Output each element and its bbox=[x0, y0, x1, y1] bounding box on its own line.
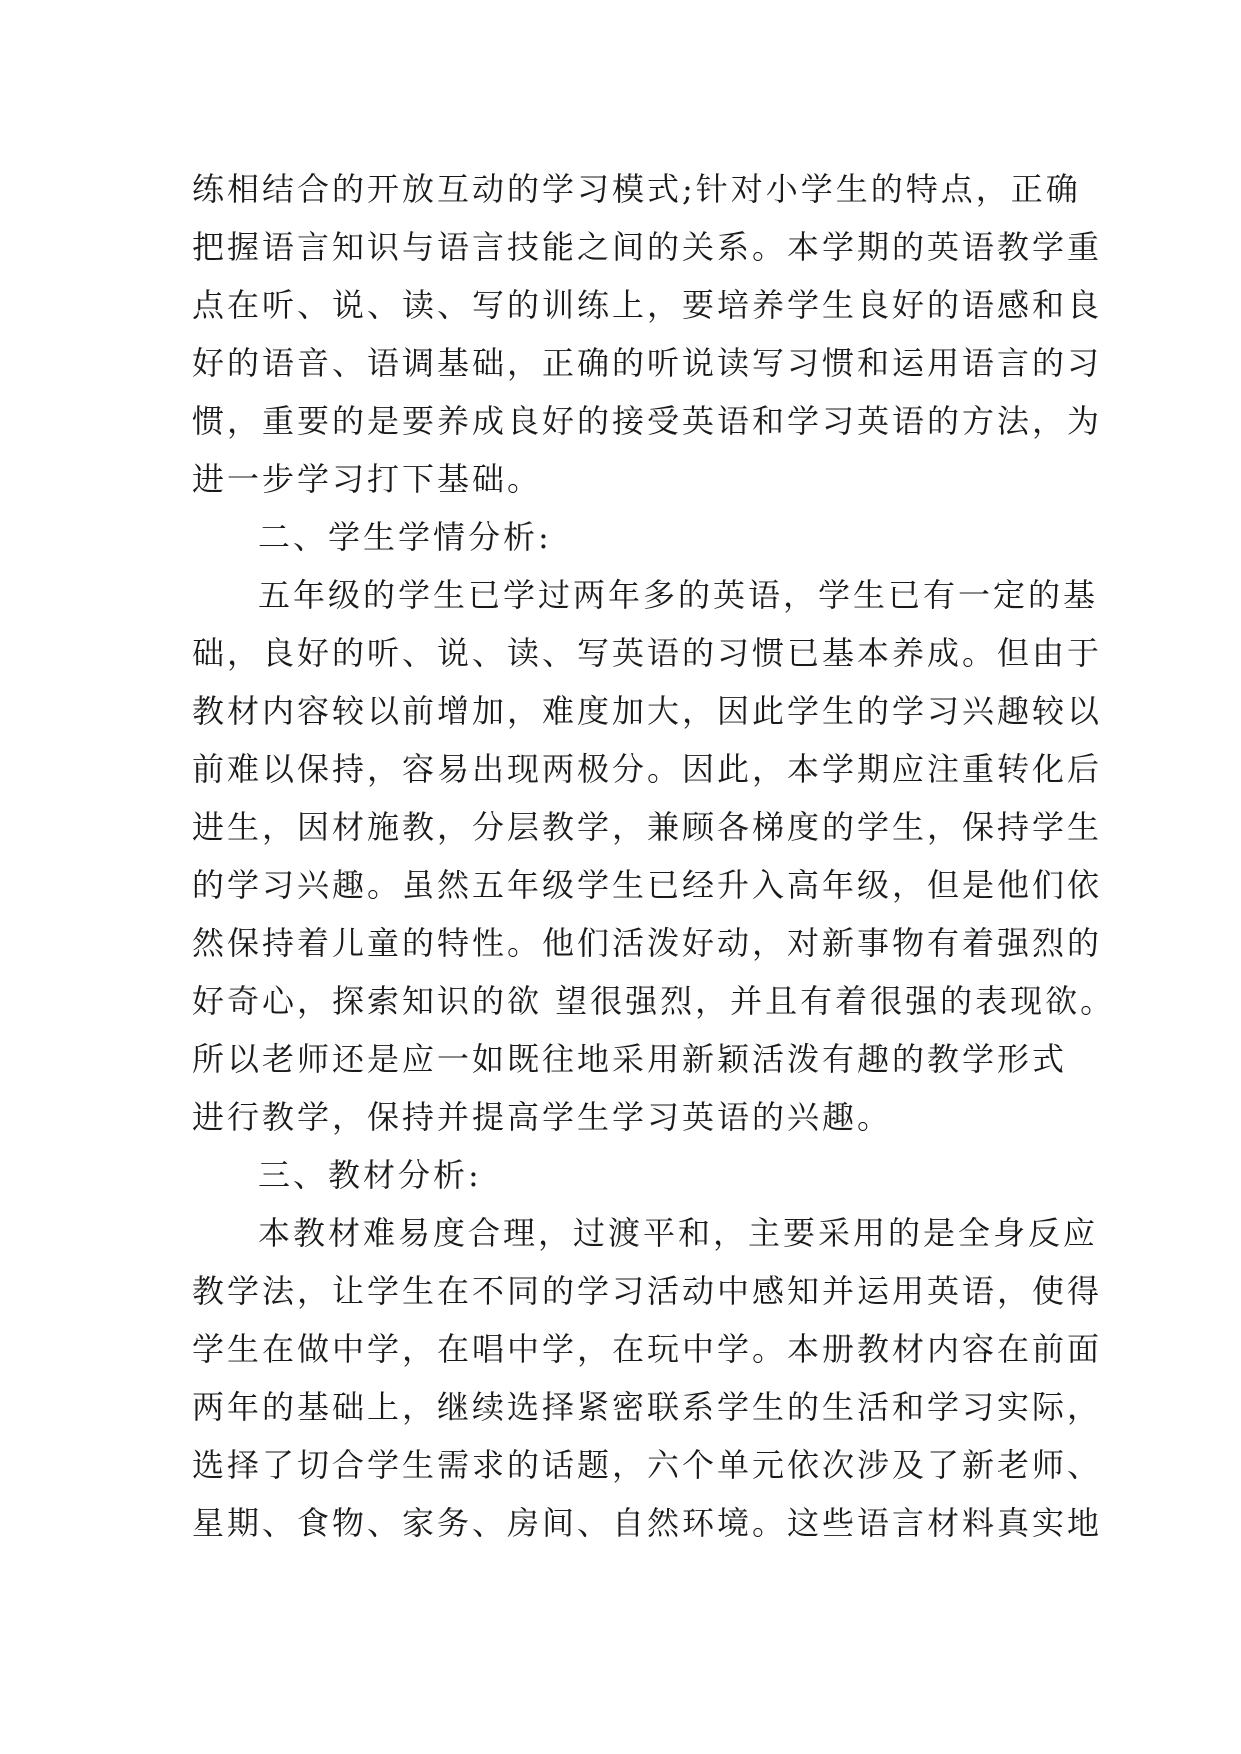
text-line: 的学习兴趣。虽然五年级学生已经升入高年级，但是他们依 bbox=[192, 866, 1103, 904]
text-line: 五年级的学生已学过两年多的英语，学生已有一定的基 bbox=[258, 576, 1099, 614]
text-line: 所以老师还是应一如既往地采用新颖活泼有趣的教学形式 bbox=[192, 1040, 1068, 1078]
text-line: 础，良好的听、说、读、写英语的习惯已基本养成。但由于 bbox=[192, 634, 1103, 672]
text-line: 进一步学习打下基础。 bbox=[192, 460, 543, 498]
text-line: 星期、食物、家务、房间、自然环境。这些语言材料真实地 bbox=[192, 1504, 1103, 1542]
text-line: 练相结合的开放互动的学习模式;针对小学生的特点，正确 bbox=[192, 170, 1081, 208]
text-line: 教学法，让学生在不同的学习活动中感知并运用英语，使得 bbox=[192, 1272, 1103, 1310]
text-line: 好奇心，探索知识的欲 望很强烈，并且有着很强的表现欲。 bbox=[192, 982, 1116, 1020]
text-line: 学生在做中学，在唱中学，在玩中学。本册教材内容在前面 bbox=[192, 1330, 1103, 1368]
text-line: 把握语言知识与语言技能之间的关系。本学期的英语教学重 bbox=[192, 228, 1103, 266]
text-line: 前难以保持，容易出现两极分。因此，本学期应注重转化后 bbox=[192, 750, 1103, 788]
text-line: 教材内容较以前增加，难度加大，因此学生的学习兴趣较以 bbox=[192, 692, 1103, 730]
text-line: 好的语音、语调基础，正确的听说读写习惯和运用语言的习 bbox=[192, 344, 1103, 382]
text-line: 进生，因材施教，分层教学，兼顾各梯度的学生，保持学生 bbox=[192, 808, 1103, 846]
document-body bbox=[192, 160, 1116, 1552]
text-line: 本教材难易度合理，过渡平和，主要采用的是全身反应 bbox=[258, 1214, 1099, 1252]
text-line: 然保持着儿童的特性。他们活泼好动，对新事物有着强烈的 bbox=[192, 924, 1103, 962]
text-line: 进行教学，保持并提高学生学习英语的兴趣。 bbox=[192, 1098, 893, 1136]
section-heading: 三、教材分析: bbox=[258, 1156, 482, 1194]
text-line: 点在听、说、读、写的训练上，要培养学生良好的语感和良 bbox=[192, 286, 1103, 324]
text-line: 选择了切合学生需求的话题，六个单元依次涉及了新老师、 bbox=[192, 1446, 1103, 1484]
text-line: 惯，重要的是要养成良好的接受英语和学习英语的方法，为 bbox=[192, 402, 1103, 440]
section-heading: 二、学生学情分析: bbox=[258, 518, 552, 556]
text-line: 两年的基础上，继续选择紧密联系学生的生活和学习实际， bbox=[192, 1388, 1103, 1426]
